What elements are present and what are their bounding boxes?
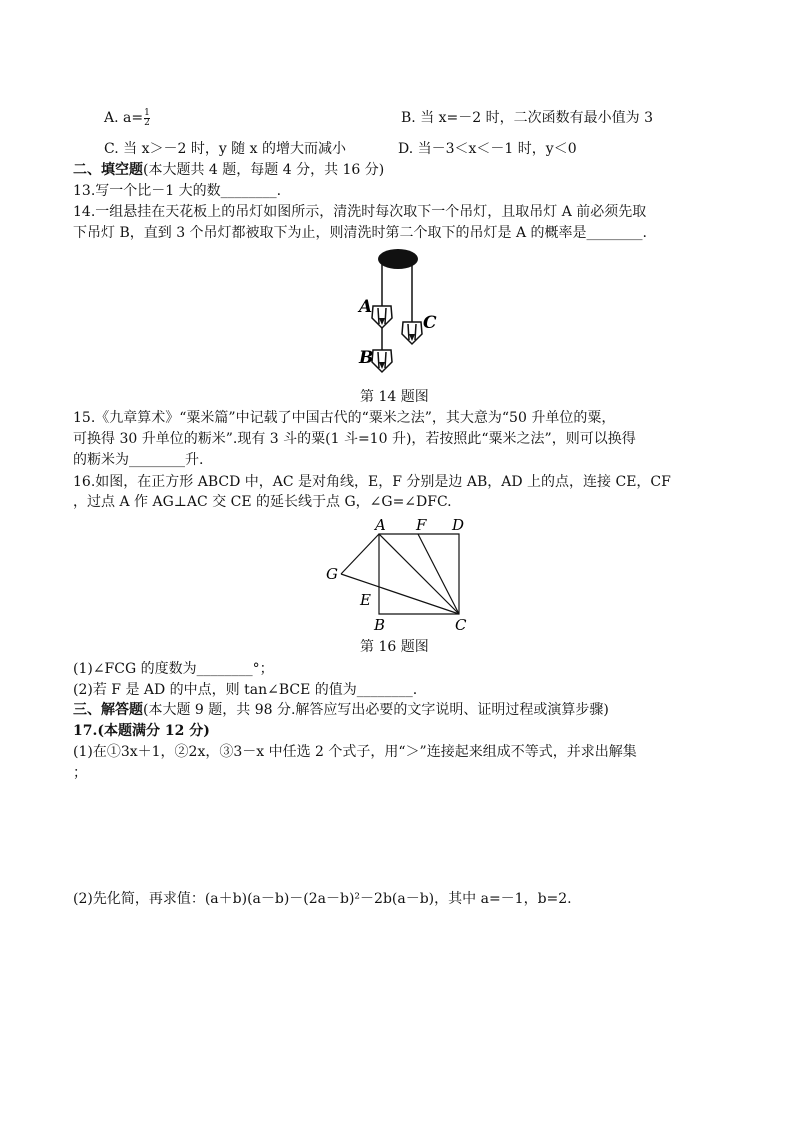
question-16-sub2: (2)若 F 是 AD 的中点，则 tan∠BCE 的值为________.	[73, 682, 418, 698]
section2-title: 二、填空题	[73, 162, 143, 178]
segment-ag	[341, 534, 379, 574]
section2-note: (本大题共 4 题，每题 4 分，共 16 分)	[143, 162, 385, 178]
question-16-sub1: (1)∠FCG 的度数为________°；	[73, 661, 274, 677]
option-a-fraction	[144, 109, 150, 128]
section3-heading	[73, 700, 609, 720]
point-c-label: C	[455, 616, 467, 634]
option-c: C. 当 x＞－2 时，y 随 x 的增大而减小	[104, 141, 346, 157]
question-15-line2: 可换得 30 升单位的粝米”.现有 3 斗的粟(1 斗=10 升)，若按照此“粟米之法”，则可以换得	[73, 431, 636, 447]
question-16-line2: ，过点 A 作 AG⊥AC 交 CE 的延长线于点 G，∠G=∠DFC.	[73, 494, 452, 510]
lamp-b-label: B	[359, 348, 374, 368]
lamp-a-label: A	[359, 297, 373, 317]
lamp-a	[372, 306, 392, 328]
lamp-b	[372, 350, 392, 372]
point-f-label: F	[416, 516, 427, 534]
diagonal-ac	[379, 534, 459, 614]
question-17-title: 17.(本题满分 12 分)	[73, 723, 210, 739]
section3-title: 三、解答题	[73, 702, 143, 718]
figure-16-geometry	[320, 512, 480, 634]
point-e-label: E	[360, 591, 371, 609]
fraction-numerator: 1	[144, 107, 150, 118]
question-14-line1: 14.一组悬挂在天花板上的吊灯如图所示，清洗时每次取下一个吊灯，且取吊灯 A 前必须先取	[73, 204, 647, 220]
figure-14-lamps	[350, 246, 450, 386]
figure-14-caption: 第 14 题图	[360, 389, 429, 405]
question-15-line1: 15.《九章算术》“粟米篇”中记载了中国古代的“粟米之法”，其大意为“50 升单位的粟，	[73, 410, 616, 426]
question-16-line1: 16.如图，在正方形 ABCD 中，AC 是对角线，E，F 分别是边 AB，AD 上的点，连接 CE，CF	[73, 474, 671, 490]
question-17-part1-tail: ；	[73, 765, 87, 781]
option-a-text: A. a=	[104, 110, 144, 126]
section3-note: (本大题 9 题，共 98 分.解答应写出必要的文字说明、证明过程或演算步骤)	[143, 702, 609, 718]
lamp-c-label: C	[423, 313, 437, 333]
figure-16-caption: 第 16 题图	[360, 639, 429, 655]
question-13: 13.写一个比－1 大的数________.	[73, 183, 282, 199]
point-d-label: D	[452, 516, 465, 534]
option-d: D. 当－3＜x＜－1 时，y＜0	[398, 141, 577, 157]
option-a	[104, 108, 150, 128]
question-15-line3: 的粝米为________升.	[73, 452, 204, 468]
point-b-label: B	[374, 616, 386, 634]
question-14-line2: 下吊灯 B，直到 3 个吊灯都被取下为止，则清洗时第二个取下的吊灯是 A 的概率是________.	[73, 225, 648, 241]
point-a-label: A	[375, 516, 386, 534]
option-b: B. 当 x=－2 时，二次函数有最小值为 3	[401, 110, 653, 126]
fraction-denominator: 2	[144, 117, 150, 128]
lamp-c	[402, 322, 422, 344]
question-17-part1: (1)在①3x＋1，②2x，③3－x 中任选 2 个式子，用“＞”连接起来组成不等式，并求出解集	[73, 744, 637, 760]
point-g-label: G	[326, 565, 338, 583]
section2-heading	[73, 160, 384, 180]
question-17-part2: (2)先化简，再求值：(a＋b)(a－b)－(2a－b)²－2b(a－b)，其中 a=－1，b=2.	[73, 891, 572, 907]
